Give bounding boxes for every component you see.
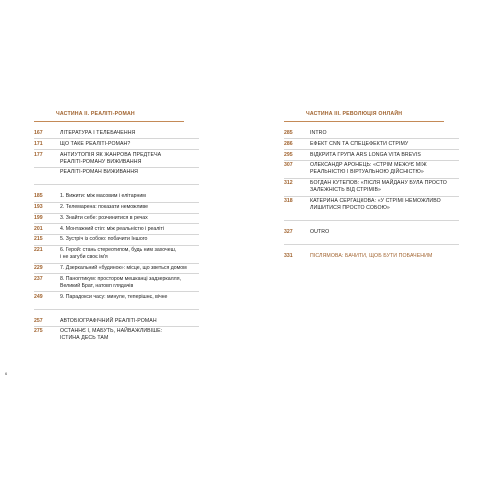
toc-entry-title: ВІДКРИТА ГРУПА ARS LONGA VITA BREVIS — [310, 151, 421, 158]
toc-page-number: 257 — [34, 317, 43, 324]
toc-entry-title: АВТОБІОГРАФІЧНИЙ РЕАЛІТІ-РОМАН — [60, 317, 157, 324]
toc-entry[interactable] — [284, 253, 459, 260]
right-section-heading: ЧАСТИНА ІІІ. РЕВОЛЮЦІЯ ОНЛАЙН — [306, 111, 403, 117]
toc-entry-title: INTRO — [310, 130, 327, 136]
toc-page-number: 285 — [284, 130, 293, 136]
toc-separator — [34, 223, 199, 224]
toc-entry-title: ПІСЛЯМОВА: БАЧИТИ, ЩОБ БУТИ ПОБАЧЕНИМ — [310, 252, 433, 259]
toc-entry-title: 7. Дзеркальний «будинок»: місце, що зветься домом — [60, 265, 187, 272]
toc-page-number: 229 — [34, 265, 43, 272]
right-contents-list — [284, 130, 459, 260]
toc-page-number: 201 — [34, 225, 43, 232]
toc-entry[interactable] — [34, 130, 199, 137]
toc-entry-title: ЕФЕКТ CNN ТА СПЕЦЕФЕКТИ СТРІМУ — [310, 140, 409, 147]
toc-entry[interactable] — [34, 204, 199, 211]
toc-entry[interactable] — [34, 328, 199, 342]
toc-entry-title: 4. Монтажний стіл: між реальністю і реаліті — [60, 225, 164, 232]
toc-entry[interactable] — [284, 152, 459, 159]
page-number: 6 — [5, 371, 8, 376]
toc-separator — [284, 178, 459, 179]
toc-page-number: 295 — [284, 151, 293, 158]
toc-page-number: 327 — [284, 228, 293, 235]
toc-entry[interactable] — [34, 247, 199, 261]
toc-separator — [34, 263, 199, 264]
toc-separator — [34, 273, 199, 274]
toc-page-number: 318 — [284, 197, 293, 204]
toc-entry-title: ОЛЕКСАНДР АРОНЕЦЬ: «СТРІМ МЕЖУЄ МІЖ РЕАЛЬНІСТЮ І ВІРТУАЛЬНОЮ ДІЙСНІСТЮ» — [310, 162, 427, 176]
toc-entry[interactable] — [34, 152, 199, 166]
left-section-heading: ЧАСТИНА ІІ. РЕАЛІТІ-РОМАН — [56, 111, 135, 117]
toc-page-number: 199 — [34, 214, 43, 221]
toc-separator — [34, 202, 199, 203]
toc-separator — [34, 138, 199, 139]
toc-page-number: 193 — [34, 204, 43, 211]
toc-entry-title: РЕАЛІТІ-РОМАН ВИЖИВАННЯ — [60, 169, 139, 176]
toc-page-number: 331 — [284, 252, 293, 259]
toc-entry[interactable] — [34, 276, 199, 290]
toc-separator — [34, 309, 199, 310]
toc-page-number: 171 — [34, 140, 43, 147]
toc-entry-title: 6. Герой: стань стереотипом, будь ним захочеш, і не загуби своє ім'я — [60, 247, 177, 261]
toc-separator — [284, 149, 459, 150]
toc-separator — [284, 220, 459, 221]
toc-page-number: 275 — [34, 328, 43, 335]
toc-separator — [34, 149, 199, 150]
toc-entry-title: БОГДАН КУТЕПОВ: «ПІСЛЯ МАЙДАНУ БУЛА ПРОСТО ЗАЛЕЖНІСТЬ ВІД СТРІМІВ» — [310, 180, 447, 194]
toc-entry[interactable] — [284, 162, 459, 176]
toc-entry-title: OUTRO — [310, 228, 330, 235]
toc-page-number: 307 — [284, 162, 293, 169]
toc-entry[interactable] — [34, 169, 199, 176]
toc-separator — [34, 167, 199, 168]
toc-page-number: 312 — [284, 180, 293, 187]
toc-page-number: 221 — [34, 247, 43, 254]
toc-page-number: 215 — [34, 236, 43, 243]
toc-entry[interactable] — [284, 198, 459, 212]
toc-entry[interactable] — [284, 141, 459, 148]
toc-separator — [34, 184, 199, 185]
right-heading-rule — [284, 121, 444, 122]
toc-entry-title: 8. Паноптикум: простором мешканці задзеркалля, Великий Брат, натовп глядачів — [60, 275, 181, 289]
toc-entry[interactable] — [34, 215, 199, 222]
toc-entry[interactable] — [34, 193, 199, 200]
toc-entry-title: ЩО ТАКЕ РЕАЛІТІ-РОМАН? — [60, 140, 131, 147]
toc-separator — [284, 160, 459, 161]
toc-entry-title: 5. Зустріч із собою: побачити Іншого — [60, 236, 148, 243]
toc-entry-title: КАТЕРИНА СЕРГАЦКОВА: «У СТРІМІ НЕМОЖЛИВО ЛИШИТИСЯ ПРОСТО СОБОЮ» — [310, 197, 441, 211]
left-heading-rule — [34, 121, 184, 122]
toc-entry-title: 1. Вижити: між масовим і елітарним — [60, 193, 146, 200]
toc-entry[interactable] — [284, 180, 459, 194]
toc-separator — [284, 244, 459, 245]
toc-page-number: 249 — [34, 293, 43, 300]
toc-page-number: 286 — [284, 140, 293, 147]
toc-entry-title: ЛІТЕРАТУРА І ТЕЛЕБАЧЕННЯ — [60, 130, 136, 136]
toc-entry-title: АНТИУТОПІЯ ЯК ЖАНРОВА ПРЕДТЕЧА РЕАЛІТІ-РОМАНУ ВИЖИВАННЯ — [60, 151, 162, 165]
toc-page-number: 185 — [34, 193, 43, 200]
toc-entry[interactable] — [34, 318, 199, 325]
toc-separator — [34, 326, 199, 327]
toc-separator — [284, 196, 459, 197]
toc-entry-title: 2. Телемарена: показати неможливе — [60, 204, 149, 211]
toc-entry[interactable] — [34, 294, 199, 301]
toc-entry[interactable] — [34, 236, 199, 243]
toc-entry-title: 3. Знайти себе: розчинитися в речах — [60, 214, 148, 221]
toc-entry[interactable] — [34, 265, 199, 272]
toc-separator — [34, 245, 199, 246]
toc-entry[interactable] — [284, 130, 459, 137]
toc-separator — [34, 291, 199, 292]
toc-entry[interactable] — [284, 229, 459, 236]
toc-entry[interactable] — [34, 226, 199, 233]
toc-page-number: 237 — [34, 275, 43, 282]
toc-separator — [34, 234, 199, 235]
toc-separator — [284, 138, 459, 139]
toc-separator — [34, 213, 199, 214]
toc-entry-title: 9. Парадокси часу: минуле, теперішнє, вічне — [60, 293, 168, 300]
left-contents-list — [34, 130, 199, 342]
toc-page-number: 167 — [34, 130, 43, 136]
toc-entry[interactable] — [34, 141, 199, 148]
toc-page-number: 177 — [34, 151, 43, 158]
toc-entry-title: ОСТАННЄ І, МАБУТЬ, НАЙВАЖЛИВІШЕ: ІСТИНА ДЕСЬ ТАМ — [60, 328, 163, 342]
